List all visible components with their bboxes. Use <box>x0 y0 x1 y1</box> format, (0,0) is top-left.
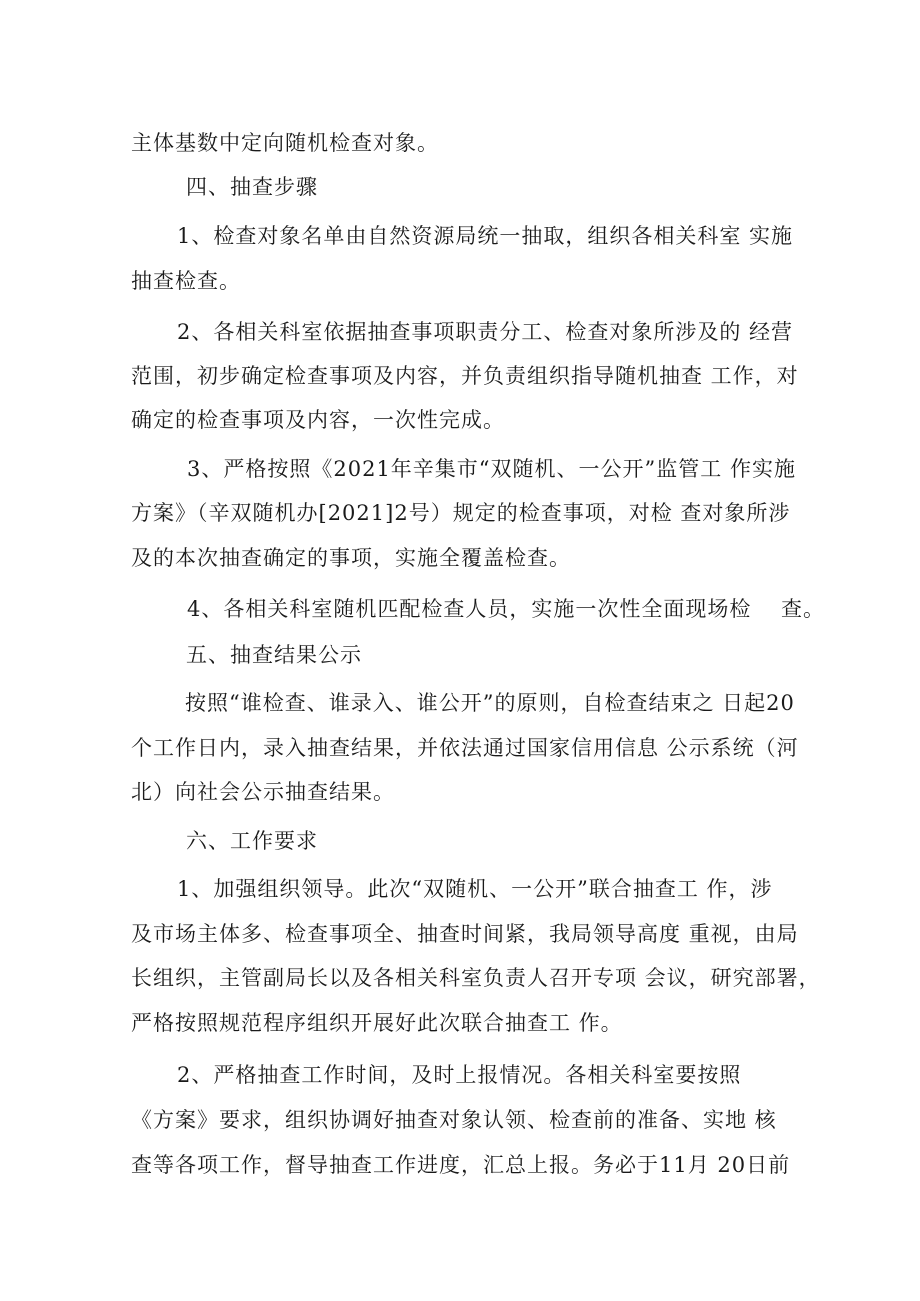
paragraph-line: 长组织，主管副局长以及各相关科室负责人召开专项 会议，研究部署， <box>131 966 821 990</box>
paragraph-line: 范围，初步确定检查事项及内容，并负责组织指导随机抽查 工作，对 <box>131 364 799 388</box>
paragraph-line: 及的本次抽查确定的事项，实施全覆盖检查。 <box>131 546 571 570</box>
section-heading: 五、抽查结果公示 <box>186 643 362 667</box>
paragraph-line: 1、加强组织领导。此次“双随机、一公开”联合抽查工 作，涉 <box>177 877 773 901</box>
section-heading: 六、工作要求 <box>186 829 318 853</box>
paragraph-line: 《方案》要求，组织协调好抽查对象认领、检查前的准备、实地 核 <box>131 1108 777 1132</box>
paragraph-line: 确定的检查事项及内容，一次性完成。 <box>131 408 505 432</box>
paragraph-line: 2、各相关科室依据抽查事项职责分工、检查对象所涉及的 经营 <box>177 320 794 344</box>
paragraph-line: 抽查检查。 <box>131 269 241 293</box>
paragraph-line: 3、严格按照《2021年辛集市“双随机、一公开”监管工 作实施 <box>187 457 796 481</box>
paragraph-line: 查等各项工作，督导抽查工作进度，汇总上报。务必于11月 20日前 <box>131 1153 791 1177</box>
section-heading: 四、抽查步骤 <box>186 175 318 199</box>
paragraph-line: 个工作日内，录入抽查结果，并依法通过国家信用信息 公示系统（河 <box>131 736 799 760</box>
paragraph-line: 主体基数中定向随机检查对象。 <box>131 131 439 155</box>
paragraph-line: 及市场主体多、检查事项全、抽查时间紧，我局领导高度 重视，由局 <box>131 922 799 946</box>
paragraph-line: 1、检查对象名单由自然资源局统一抽取，组织各相关科室 实施 <box>177 224 794 248</box>
paragraph-line: 按照“谁检查、谁录入、谁公开”的原则，自检查结束之 日起20 <box>185 691 795 715</box>
paragraph-line: 4、各相关科室随机匹配检查人员，实施一次性全面现场检 查。 <box>187 597 826 621</box>
paragraph-line: 方案》（辛双随机办[2021]2号）规定的检查事项，对检 查对象所涉 <box>131 501 791 525</box>
paragraph-line: 严格按照规范程序组织开展好此次联合抽查工 作。 <box>131 1011 623 1035</box>
paragraph-line: 北）向社会公示抽查结果。 <box>131 780 395 804</box>
paragraph-line: 2、严格抽查工作时间，及时上报情况。各相关科室要按照 <box>177 1063 742 1087</box>
